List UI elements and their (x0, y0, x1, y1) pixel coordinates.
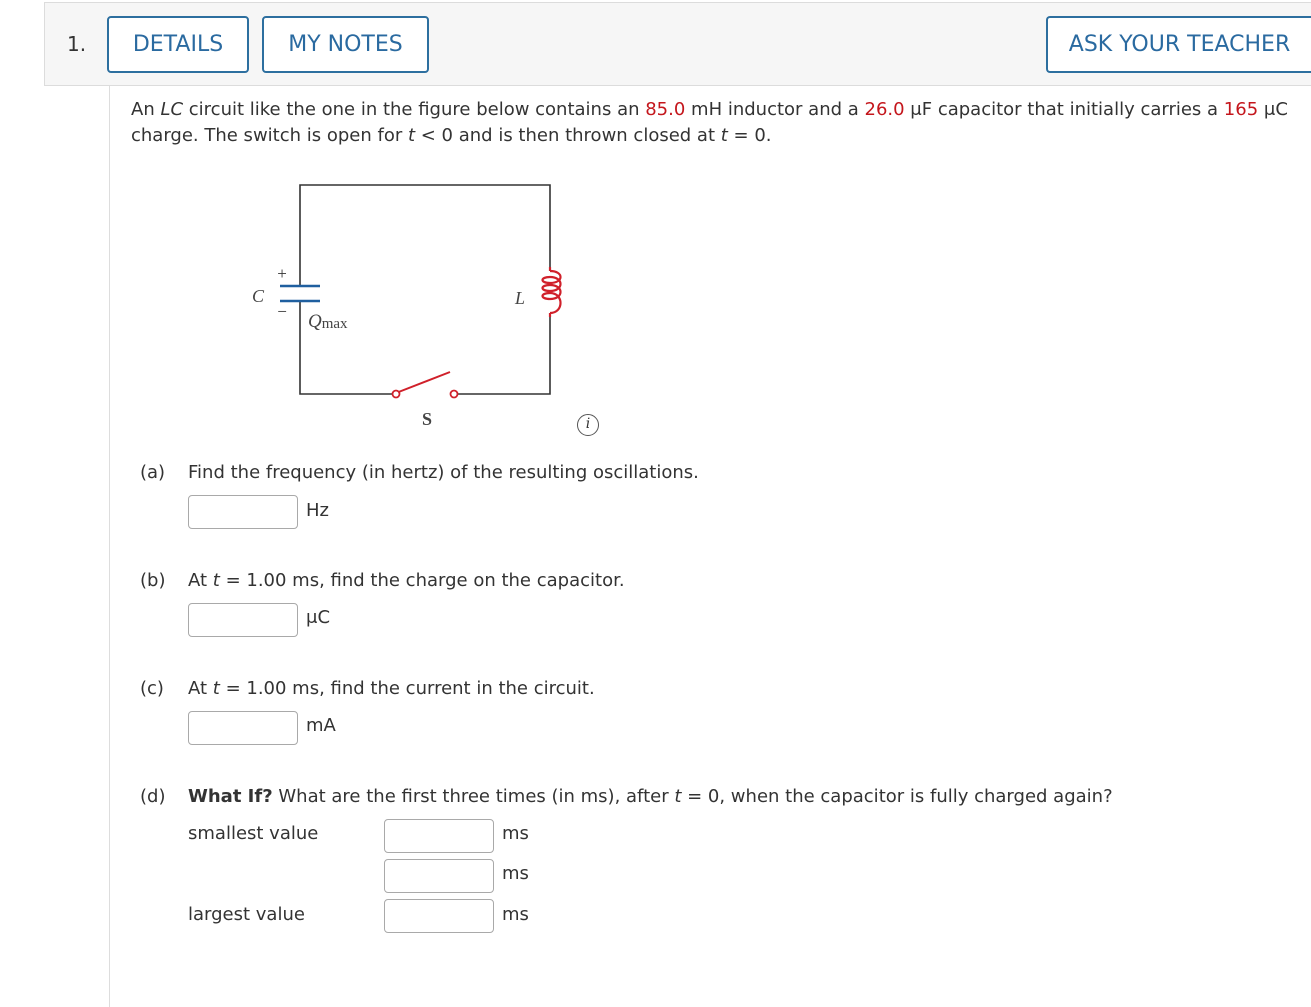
part-b-question: (b) At t = 1.00 ms, find the charge on the capacitor. (140, 570, 625, 591)
question-number: 1. (67, 32, 87, 56)
largest-value-label: largest value (188, 904, 305, 925)
part-d-question: (d) What If? What are the first three times (in ms), after t = 0, when the capacitor is fully charged again? (140, 786, 1113, 807)
current-unit: mA (306, 715, 336, 736)
switch (393, 372, 458, 398)
frequency-answer-input[interactable] (188, 495, 298, 529)
time-answer-input-3[interactable] (384, 899, 494, 933)
inductor-label: L (514, 288, 526, 308)
part-a-question: (a) Find the frequency (in hertz) of the resulting oscillations. (140, 462, 699, 483)
charge-value: 165 (1223, 99, 1259, 120)
details-button[interactable]: DETAILS (107, 16, 249, 73)
charge-answer-input[interactable] (188, 603, 298, 637)
lc-circuit-figure (240, 175, 580, 435)
charge-unit: μC (306, 607, 331, 628)
capacitor-minus-sign: − (277, 302, 287, 321)
capacitor-label: C (251, 286, 265, 306)
frequency-unit: Hz (306, 500, 329, 521)
circuit-wires (300, 185, 550, 394)
capacitance-value: 26.0 (864, 99, 905, 120)
time-answer-input-2[interactable] (384, 859, 494, 893)
inductor-coil (543, 267, 561, 317)
part-c-question: (c) At t = 1.00 ms, find the current in the circuit. (140, 678, 595, 699)
capacitor-plates (280, 286, 320, 301)
qmax-label: Qmax (308, 311, 348, 332)
inductance-value: 85.0 (645, 99, 686, 120)
time-answer-input-1[interactable] (384, 819, 494, 853)
my-notes-button[interactable]: MY NOTES (262, 16, 429, 73)
switch-label: S (421, 409, 433, 429)
time-unit-3: ms (502, 904, 529, 925)
smallest-value-label: smallest value (188, 823, 319, 844)
ask-your-teacher-button[interactable]: ASK YOUR TEACHER (1046, 16, 1311, 73)
left-divider (109, 86, 110, 1007)
problem-statement: An LC circuit like the one in the figure below contains an 85.0 mH inductor and a 26.0 μF capacitor that initially carries a 165 μC charge. The switch is open for t < 0 and is then thrown closed at t = 0. (131, 99, 1288, 146)
time-unit-1: ms (502, 823, 529, 844)
info-icon[interactable]: i (577, 414, 599, 436)
capacitor-plus-sign: + (277, 264, 287, 283)
current-answer-input[interactable] (188, 711, 298, 745)
time-unit-2: ms (502, 863, 529, 884)
